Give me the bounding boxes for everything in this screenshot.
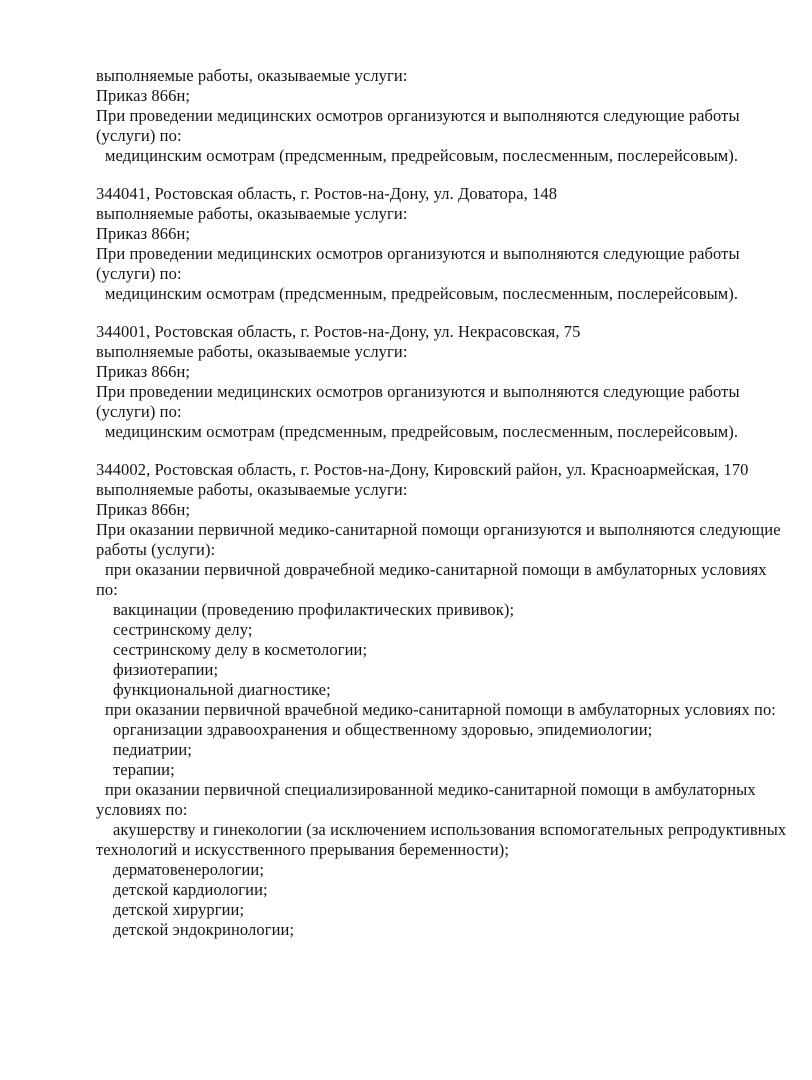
text-line: акушерству и гинекологии (за исключением использования вспомогательных репродуктивных — [113, 820, 787, 839]
text-line: Приказ 866н; — [96, 224, 191, 243]
text-line: физиотерапии; — [113, 660, 219, 679]
text-line: сестринскому делу; — [113, 620, 253, 639]
address-line: 344001, Ростовская область, г. Ростов-на-Дону, ул. Некрасовская, 75 — [96, 322, 581, 341]
text-line: терапии; — [113, 760, 175, 779]
text-line: Приказ 866н; — [96, 86, 191, 105]
license-entry-344001 — [96, 322, 762, 442]
text-line: (услуги) по: — [96, 402, 182, 421]
address-line: 344041, Ростовская область, г. Ростов-на-Дону, ул. Доватора, 148 — [96, 184, 558, 203]
license-entry-continued — [96, 66, 762, 166]
text-line: сестринскому делу в косметологии; — [113, 640, 368, 659]
text-line: медицинским осмотрам (предсменным, предрейсовым, послесменным, послерейсовым). — [105, 422, 739, 441]
text-line: детской эндокринологии; — [113, 920, 295, 939]
text-line: работы (услуги): — [96, 540, 216, 559]
text-line: При проведении медицинских осмотров организуются и выполняются следующие работы — [96, 106, 740, 125]
text-line: по: — [96, 580, 118, 599]
text-line: (услуги) по: — [96, 264, 182, 283]
license-entry-344002 — [96, 460, 787, 940]
text-line: вакцинации (проведению профилактических прививок); — [113, 600, 515, 619]
text-line: (услуги) по: — [96, 126, 182, 145]
text-line: дерматовенерологии; — [113, 860, 265, 879]
text-line: детской кардиологии; — [113, 880, 268, 899]
text-line: детской хирургии; — [113, 900, 245, 919]
text-line: выполняемые работы, оказываемые услуги: — [96, 66, 408, 85]
text-line: функциональной диагностике; — [113, 680, 331, 699]
text-line: при оказании первичной врачебной медико-санитарной помощи в амбулаторных условиях по: — [105, 700, 776, 719]
text-line: Приказ 866н; — [96, 362, 191, 381]
text-line: медицинским осмотрам (предсменным, предрейсовым, послесменным, послерейсовым). — [105, 146, 739, 165]
text-line: При оказании первичной медико-санитарной помощи организуются и выполняются следующие — [96, 520, 781, 539]
text-line: организации здравоохранения и общественному здоровью, эпидемиологии; — [113, 720, 653, 739]
text-line: при оказании первичной доврачебной медико-санитарной помощи в амбулаторных условиях — [105, 560, 767, 579]
text-line: технологий и искусственного прерывания беременности); — [96, 840, 510, 859]
text-line: Приказ 866н; — [96, 500, 191, 519]
license-entry-344041 — [96, 184, 762, 304]
text-line: выполняемые работы, оказываемые услуги: — [96, 480, 408, 499]
address-line: 344002, Ростовская область, г. Ростов-на-Дону, Кировский район, ул. Красноармейская, 170 — [96, 460, 749, 479]
text-line: медицинским осмотрам (предсменным, предрейсовым, послесменным, послерейсовым). — [105, 284, 739, 303]
text-line: При проведении медицинских осмотров организуются и выполняются следующие работы — [96, 244, 740, 263]
text-line: выполняемые работы, оказываемые услуги: — [96, 204, 408, 223]
text-line: При проведении медицинских осмотров организуются и выполняются следующие работы — [96, 382, 740, 401]
text-line: педиатрии; — [113, 740, 192, 759]
text-line: при оказании первичной специализированной медико-санитарной помощи в амбулаторных — [105, 780, 756, 799]
license-document — [96, 66, 787, 940]
text-line: выполняемые работы, оказываемые услуги: — [96, 342, 408, 361]
text-line: условиях по: — [96, 800, 188, 819]
